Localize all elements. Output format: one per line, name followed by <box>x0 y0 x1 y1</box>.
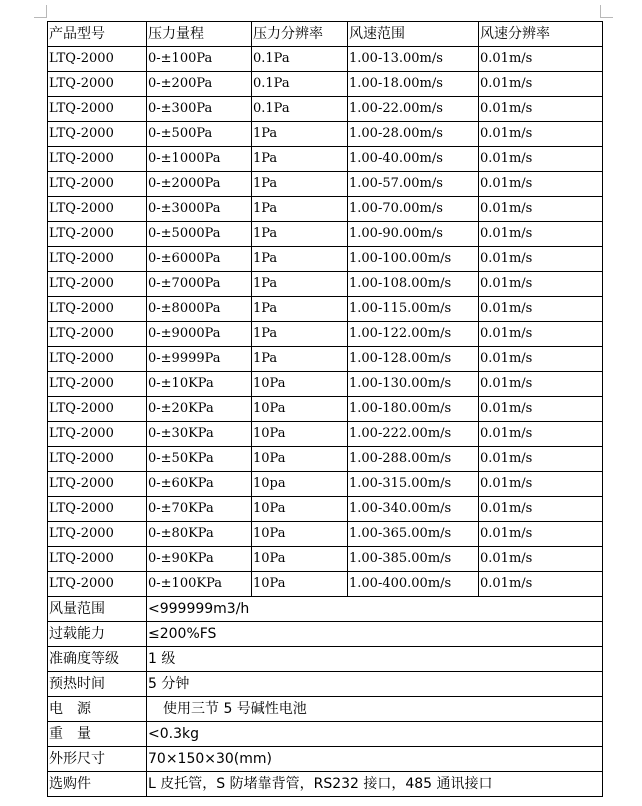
cell-pressure-resolution: 10pa <box>252 472 348 497</box>
cell-pressure-resolution: 1Pa <box>252 322 348 347</box>
cell-model: LTQ-2000 <box>48 247 147 272</box>
cell-wind-speed-range: 1.00-13.00m/s <box>348 47 479 72</box>
cell-pressure-range: 0-±60KPa <box>147 472 252 497</box>
cell-wind-speed-resolution: 0.01m/s <box>479 572 603 597</box>
table-row <box>48 272 603 297</box>
spec-label: 风量范围 <box>48 597 147 622</box>
cell-model: LTQ-2000 <box>48 422 147 447</box>
cell-model: LTQ-2000 <box>48 372 147 397</box>
cell-pressure-range: 0-±7000Pa <box>147 272 252 297</box>
cell-wind-speed-range: 1.00-180.00m/s <box>348 397 479 422</box>
cell-pressure-resolution: 10Pa <box>252 547 348 572</box>
cell-wind-speed-range: 1.00-108.00m/s <box>348 272 479 297</box>
header-model: 产品型号 <box>48 22 147 47</box>
cell-wind-speed-range: 1.00-18.00m/s <box>348 72 479 97</box>
cell-wind-speed-range: 1.00-315.00m/s <box>348 472 479 497</box>
cell-pressure-range: 0-±100KPa <box>147 572 252 597</box>
spec-table-body <box>48 22 603 797</box>
cell-model: LTQ-2000 <box>48 547 147 572</box>
cell-pressure-range: 0-±90KPa <box>147 547 252 572</box>
cell-model: LTQ-2000 <box>48 497 147 522</box>
table-row <box>48 497 603 522</box>
cell-wind-speed-range: 1.00-130.00m/s <box>348 372 479 397</box>
cell-pressure-range: 0-±3000Pa <box>147 197 252 222</box>
cell-pressure-range: 0-±9000Pa <box>147 322 252 347</box>
cell-pressure-resolution: 1Pa <box>252 347 348 372</box>
spec-value: ≤200%FS <box>147 622 603 647</box>
cell-model: LTQ-2000 <box>48 347 147 372</box>
cell-wind-speed-resolution: 0.01m/s <box>479 347 603 372</box>
spec-label: 准确度等级 <box>48 647 147 672</box>
cell-wind-speed-resolution: 0.01m/s <box>479 197 603 222</box>
cell-model: LTQ-2000 <box>48 397 147 422</box>
cell-pressure-range: 0-±5000Pa <box>147 222 252 247</box>
cell-pressure-range: 0-±80KPa <box>147 522 252 547</box>
table-row <box>48 522 603 547</box>
table-row <box>48 147 603 172</box>
table-row <box>48 197 603 222</box>
cell-pressure-range: 0-±300Pa <box>147 97 252 122</box>
cell-pressure-resolution: 10Pa <box>252 372 348 397</box>
cell-wind-speed-resolution: 0.01m/s <box>479 222 603 247</box>
spec-value: <0.3kg <box>147 722 603 747</box>
cell-wind-speed-range: 1.00-28.00m/s <box>348 122 479 147</box>
spec-row <box>48 747 603 772</box>
spec-row <box>48 672 603 697</box>
spec-row <box>48 772 603 797</box>
cell-wind-speed-range: 1.00-128.00m/s <box>348 347 479 372</box>
table-row <box>48 297 603 322</box>
spec-value: 使用三节 5 号碱性电池 <box>147 697 603 722</box>
spec-row <box>48 722 603 747</box>
cell-model: LTQ-2000 <box>48 272 147 297</box>
cell-wind-speed-range: 1.00-40.00m/s <box>348 147 479 172</box>
cell-wind-speed-resolution: 0.01m/s <box>479 497 603 522</box>
cell-pressure-range: 0-±20KPa <box>147 397 252 422</box>
cell-pressure-range: 0-±2000Pa <box>147 172 252 197</box>
table-row <box>48 97 603 122</box>
cell-wind-speed-range: 1.00-22.00m/s <box>348 97 479 122</box>
cell-pressure-range: 0-±1000Pa <box>147 147 252 172</box>
cell-pressure-resolution: 1Pa <box>252 147 348 172</box>
cell-wind-speed-resolution: 0.01m/s <box>479 547 603 572</box>
spec-row <box>48 697 603 722</box>
cell-wind-speed-range: 1.00-100.00m/s <box>348 247 479 272</box>
cell-wind-speed-resolution: 0.01m/s <box>479 472 603 497</box>
cell-pressure-resolution: 10Pa <box>252 447 348 472</box>
cell-model: LTQ-2000 <box>48 147 147 172</box>
spec-row <box>48 647 603 672</box>
table-row <box>48 72 603 97</box>
cell-model: LTQ-2000 <box>48 322 147 347</box>
cell-model: LTQ-2000 <box>48 447 147 472</box>
table-row <box>48 347 603 372</box>
cell-pressure-range: 0-±500Pa <box>147 122 252 147</box>
cell-model: LTQ-2000 <box>48 297 147 322</box>
cell-pressure-range: 0-±100Pa <box>147 47 252 72</box>
cell-wind-speed-range: 1.00-115.00m/s <box>348 297 479 322</box>
table-row <box>48 447 603 472</box>
cell-pressure-range: 0-±70KPa <box>147 497 252 522</box>
cell-pressure-resolution: 10Pa <box>252 497 348 522</box>
header-pressure-range: 压力量程 <box>147 22 252 47</box>
cell-pressure-resolution: 1Pa <box>252 122 348 147</box>
cell-wind-speed-range: 1.00-400.00m/s <box>348 572 479 597</box>
cell-wind-speed-resolution: 0.01m/s <box>479 447 603 472</box>
cell-pressure-resolution: 1Pa <box>252 297 348 322</box>
cell-wind-speed-range: 1.00-57.00m/s <box>348 172 479 197</box>
cell-model: LTQ-2000 <box>48 472 147 497</box>
spec-row <box>48 622 603 647</box>
page-corner-mark-right <box>600 5 613 18</box>
cell-pressure-range: 0-±200Pa <box>147 72 252 97</box>
cell-pressure-resolution: 0.1Pa <box>252 97 348 122</box>
header-pressure-resolution: 压力分辨率 <box>252 22 348 47</box>
cell-pressure-resolution: 1Pa <box>252 222 348 247</box>
spec-value: 70×150×30(mm) <box>147 747 603 772</box>
cell-model: LTQ-2000 <box>48 122 147 147</box>
cell-pressure-resolution: 10Pa <box>252 397 348 422</box>
table-row <box>48 122 603 147</box>
cell-pressure-resolution: 0.1Pa <box>252 72 348 97</box>
table-row <box>48 572 603 597</box>
cell-wind-speed-resolution: 0.01m/s <box>479 97 603 122</box>
table-row <box>48 547 603 572</box>
cell-pressure-resolution: 1Pa <box>252 197 348 222</box>
cell-wind-speed-range: 1.00-365.00m/s <box>348 522 479 547</box>
cell-wind-speed-resolution: 0.01m/s <box>479 172 603 197</box>
page-corner-mark-left <box>34 5 47 18</box>
table-row <box>48 372 603 397</box>
cell-wind-speed-range: 1.00-70.00m/s <box>348 197 479 222</box>
spec-value: 1 级 <box>147 647 603 672</box>
cell-pressure-resolution: 1Pa <box>252 172 348 197</box>
table-row <box>48 172 603 197</box>
cell-wind-speed-range: 1.00-222.00m/s <box>348 422 479 447</box>
cell-wind-speed-resolution: 0.01m/s <box>479 297 603 322</box>
cell-wind-speed-range: 1.00-90.00m/s <box>348 222 479 247</box>
cell-model: LTQ-2000 <box>48 172 147 197</box>
cell-model: LTQ-2000 <box>48 572 147 597</box>
cell-wind-speed-resolution: 0.01m/s <box>479 147 603 172</box>
cell-pressure-resolution: 10Pa <box>252 572 348 597</box>
spec-table <box>47 21 603 797</box>
cell-model: LTQ-2000 <box>48 47 147 72</box>
cell-wind-speed-resolution: 0.01m/s <box>479 522 603 547</box>
spec-label: 预热时间 <box>48 672 147 697</box>
cell-wind-speed-resolution: 0.01m/s <box>479 122 603 147</box>
cell-wind-speed-range: 1.00-385.00m/s <box>348 547 479 572</box>
table-row <box>48 222 603 247</box>
cell-pressure-range: 0-±50KPa <box>147 447 252 472</box>
spec-row <box>48 597 603 622</box>
table-row <box>48 47 603 72</box>
cell-pressure-resolution: 1Pa <box>252 272 348 297</box>
spec-value: 5 分钟 <box>147 672 603 697</box>
spec-label: 选购件 <box>48 772 147 797</box>
cell-pressure-resolution: 0.1Pa <box>252 47 348 72</box>
cell-model: LTQ-2000 <box>48 522 147 547</box>
cell-pressure-range: 0-±9999Pa <box>147 347 252 372</box>
cell-wind-speed-range: 1.00-340.00m/s <box>348 497 479 522</box>
cell-model: LTQ-2000 <box>48 72 147 97</box>
cell-wind-speed-resolution: 0.01m/s <box>479 247 603 272</box>
cell-wind-speed-range: 1.00-288.00m/s <box>348 447 479 472</box>
cell-wind-speed-resolution: 0.01m/s <box>479 322 603 347</box>
table-header-row <box>48 22 603 47</box>
cell-pressure-range: 0-±10KPa <box>147 372 252 397</box>
cell-wind-speed-resolution: 0.01m/s <box>479 72 603 97</box>
cell-pressure-range: 0-±30KPa <box>147 422 252 447</box>
cell-pressure-resolution: 10Pa <box>252 422 348 447</box>
cell-pressure-resolution: 10Pa <box>252 522 348 547</box>
spec-value: L 皮托管，S 防堵靠背管，RS232 接口，485 通讯接口 <box>147 772 603 797</box>
cell-model: LTQ-2000 <box>48 97 147 122</box>
cell-wind-speed-resolution: 0.01m/s <box>479 397 603 422</box>
spec-label: 重 量 <box>48 722 147 747</box>
cell-wind-speed-resolution: 0.01m/s <box>479 372 603 397</box>
table-row <box>48 247 603 272</box>
cell-pressure-resolution: 1Pa <box>252 247 348 272</box>
header-wind-speed-range: 风速范围 <box>348 22 479 47</box>
spec-value: <999999m3/h <box>147 597 603 622</box>
table-row <box>48 322 603 347</box>
cell-model: LTQ-2000 <box>48 222 147 247</box>
cell-wind-speed-resolution: 0.01m/s <box>479 47 603 72</box>
spec-label: 电 源 <box>48 697 147 722</box>
cell-pressure-range: 0-±6000Pa <box>147 247 252 272</box>
table-row <box>48 472 603 497</box>
cell-wind-speed-resolution: 0.01m/s <box>479 272 603 297</box>
cell-pressure-range: 0-±8000Pa <box>147 297 252 322</box>
cell-wind-speed-resolution: 0.01m/s <box>479 422 603 447</box>
header-wind-speed-resolution: 风速分辨率 <box>479 22 603 47</box>
table-row <box>48 397 603 422</box>
spec-label: 过载能力 <box>48 622 147 647</box>
spec-label: 外形尺寸 <box>48 747 147 772</box>
table-row <box>48 422 603 447</box>
cell-model: LTQ-2000 <box>48 197 147 222</box>
cell-wind-speed-range: 1.00-122.00m/s <box>348 322 479 347</box>
